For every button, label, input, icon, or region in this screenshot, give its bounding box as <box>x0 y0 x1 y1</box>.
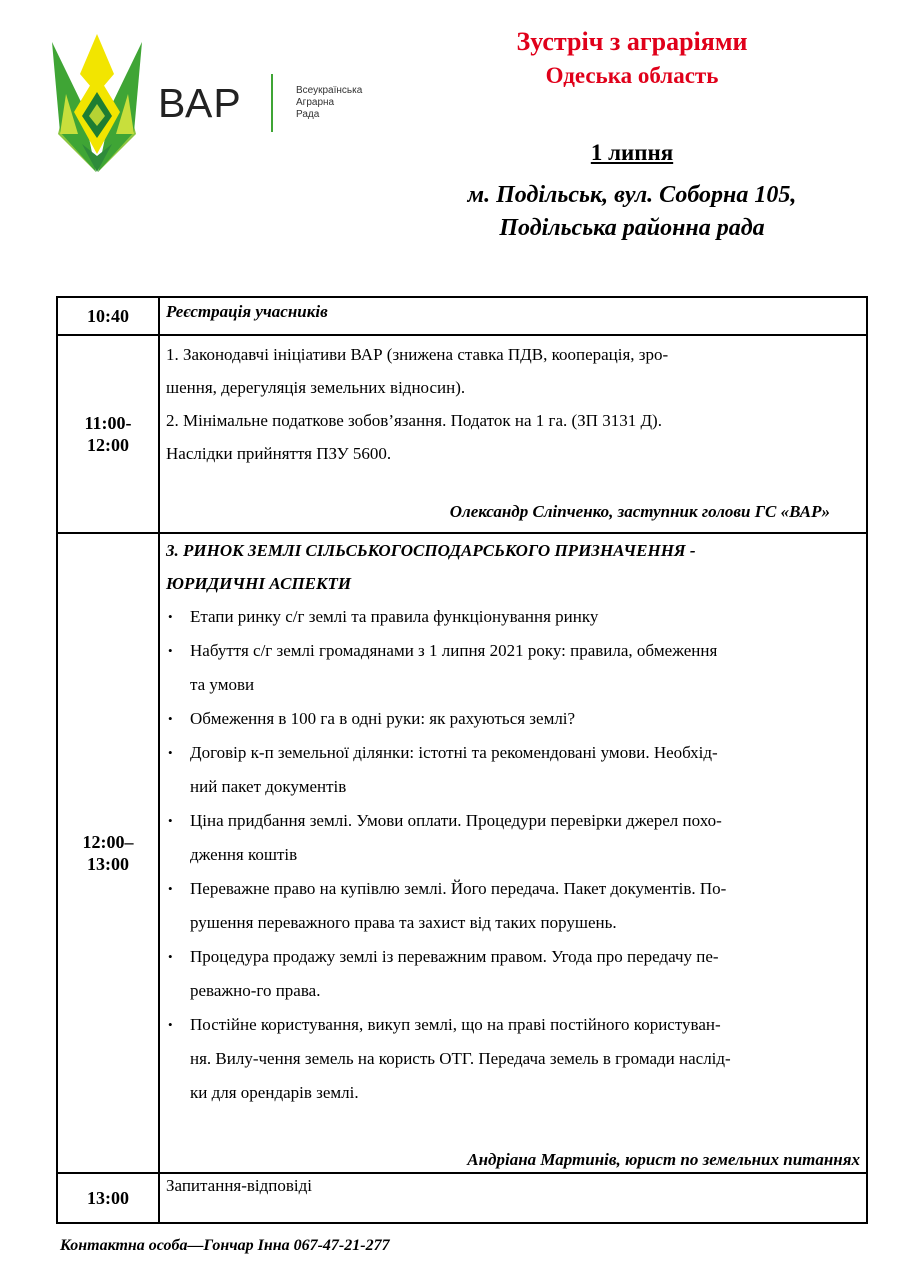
logo-divider <box>271 74 273 132</box>
logo-wordmark: ВАР <box>158 80 242 126</box>
speaker-name: Андріана Мартинів, юрист по земельних питаннях <box>467 1150 860 1169</box>
event-date: 1 липня <box>590 140 674 165</box>
bullet-icon: • <box>168 1017 173 1032</box>
list-item-text: ний пакет документів <box>190 777 347 796</box>
agenda-time-end: 12:00 <box>87 435 129 455</box>
list-item-text: Набуття с/г землі громадянами з 1 липня 2021 року: правила, обмеження <box>190 641 718 660</box>
agenda-text-line: 1. Законодавчі ініціативи ВАР (знижена ставка ПДВ, кооперація, зро- <box>166 345 669 364</box>
list-item-text: Процедура продажу землі із переважним правом. Угода про передачу пе- <box>190 947 719 966</box>
list-item <box>166 804 860 872</box>
list-item-text: Обмеження в 100 га в одні руки: як рахуються землі? <box>190 709 576 728</box>
list-item-text: Постійне користування, викуп землі, що на праві постійного користуван- <box>190 1015 721 1034</box>
section-heading: ЮРИДИЧНІ АСПЕКТИ <box>166 574 352 593</box>
region-subtitle: Одеська область <box>545 63 719 88</box>
agenda-time: 13:00 <box>57 1173 159 1223</box>
speaker-name: Олександр Сліпченко, заступник голови ГС «ВАР» <box>449 502 830 521</box>
agenda-time-start: 12:00– <box>82 832 134 852</box>
list-item <box>166 634 860 702</box>
logo-subtitle-line: Всеукраїнська <box>296 85 363 96</box>
bullet-icon: • <box>168 609 173 624</box>
bullet-icon: • <box>168 643 173 658</box>
agenda-text-line: шення, дерегуляція земельних відносин). <box>166 378 466 397</box>
list-item-text: Переважне право на купівлю землі. Його передача. Пакет документів. По- <box>190 879 727 898</box>
agenda-time <box>57 533 159 1173</box>
agenda-item-title: Реєстрація учасників <box>166 302 328 321</box>
list-item <box>166 872 860 940</box>
agenda-row-qa <box>57 1173 867 1223</box>
agenda-row-registration <box>57 297 867 335</box>
list-item <box>166 736 860 804</box>
bullet-icon: • <box>168 881 173 896</box>
logo-subtitle-line: Рада <box>296 109 320 120</box>
agenda-content <box>159 335 867 533</box>
list-item-text: Договір к-п земельної ділянки: істотні та рекомендовані умови. Необхід- <box>190 743 718 762</box>
bullet-icon: • <box>168 813 173 828</box>
bullet-icon: • <box>168 711 173 726</box>
agenda-text-line: Наслідки прийняття ПЗУ 5600. <box>166 444 392 463</box>
list-item-text: ня. Вилу-чення земель на користь ОТГ. Передача земель в громади наслід- <box>190 1049 731 1068</box>
contact-person: Контактна особа—Гончар Інна 067-47-21-277 <box>60 1237 390 1254</box>
bullet-icon: • <box>168 745 173 760</box>
list-item-text: та умови <box>190 675 255 694</box>
bullet-icon: • <box>168 949 173 964</box>
agenda-time: 10:40 <box>57 297 159 335</box>
list-item-text: Ціна придбання землі. Умови оплати. Процедури перевірки джерел похо- <box>190 811 722 830</box>
list-item-text: ки для орендарів землі. <box>190 1083 359 1102</box>
organization-logo <box>52 34 392 174</box>
list-item-text: Етапи ринку с/г землі та правила функціонування ринку <box>190 607 599 626</box>
agenda-content <box>159 1173 867 1223</box>
list-item-text: дження коштів <box>190 845 298 864</box>
list-item <box>166 1008 860 1110</box>
logo-subtitle-line: Аграрна <box>296 97 335 108</box>
list-item-text: реважно-го права. <box>190 981 321 1000</box>
agenda-time-end: 13:00 <box>87 854 129 874</box>
list-item <box>166 940 860 1008</box>
event-venue: Подільська районна рада <box>499 215 765 241</box>
agenda-item-title: Запитання-відповіді <box>166 1176 313 1195</box>
trident-emblem-icon <box>52 34 142 174</box>
list-item <box>166 702 860 736</box>
agenda-table <box>56 296 868 1224</box>
agenda-time-start: 11:00- <box>84 413 132 433</box>
event-address: м. Подільськ, вул. Соборна 105, <box>467 182 797 208</box>
agenda-content <box>159 297 867 335</box>
page-title: Зустріч з аграріями <box>516 27 748 56</box>
list-item <box>166 600 860 634</box>
agenda-content <box>159 533 867 1173</box>
agenda-time <box>57 335 159 533</box>
section-heading: 3. РИНОК ЗЕМЛІ СІЛЬСЬКОГОСПОДАРСЬКОГО ПРИЗНАЧЕННЯ - <box>166 541 696 560</box>
logo-subtitle <box>296 85 362 121</box>
agenda-row-initiatives <box>57 335 867 533</box>
list-item-text: рушення переважного права та захист від таких порушень. <box>190 913 617 932</box>
agenda-text-line: 2. Мінімальне податкове зобов’язання. Податок на 1 га. (ЗП 3131 Д). <box>166 411 662 430</box>
agenda-row-land-market <box>57 533 867 1173</box>
